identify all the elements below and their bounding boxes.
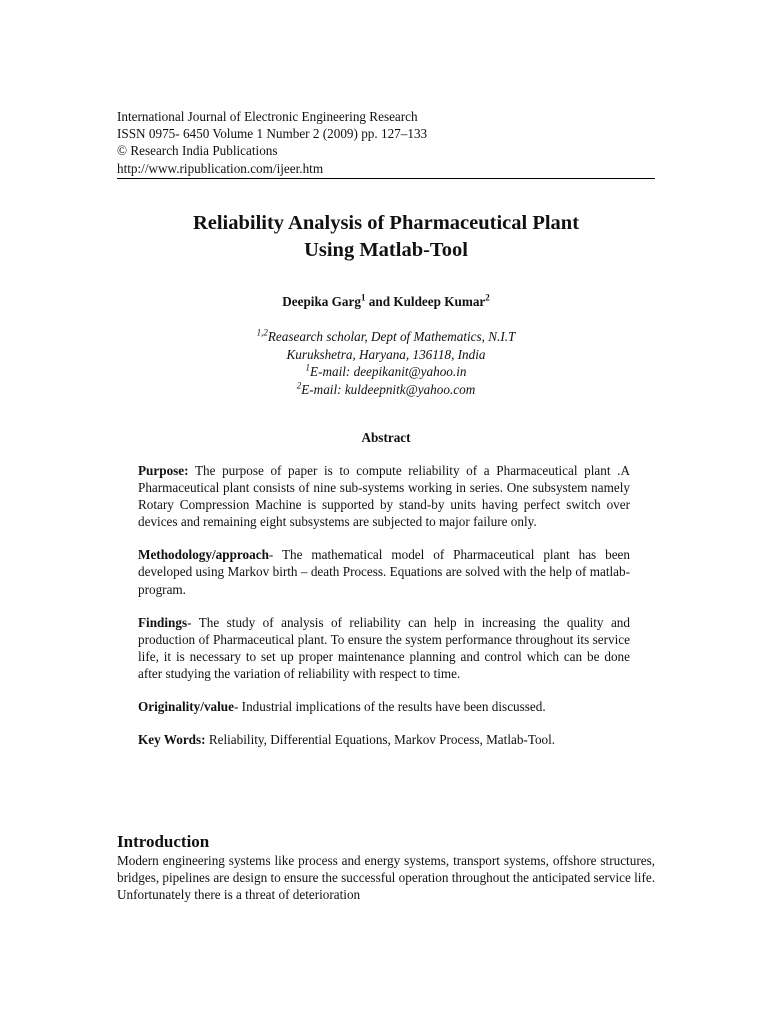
affiliation-mark: 1,2 (256, 327, 268, 338)
originality-text: - Industrial implications of the results have been discussed. (233, 699, 546, 715)
author-connector: and (365, 294, 394, 309)
email-1-mark: 1 (305, 362, 311, 373)
header-divider (117, 178, 655, 179)
email-2-line (117, 381, 655, 399)
affiliation-line-2: Kurukshetra, Haryana, 136118, India (286, 346, 486, 362)
journal-header (117, 108, 655, 177)
email-2: E-mail: kuldeepnitk@yahoo.com (301, 381, 476, 397)
findings-label: Findings (138, 614, 188, 630)
purpose-text: The purpose of paper is to compute reliability of a Pharmaceutical plant .A Pharmaceutical plant consists of nine sub-systems working in series. One subsystem namely Rotary Compression Machine is supported by stand-by units having perfect switch over devices and remaining eight subsystems are subjected to major failure only. (138, 463, 630, 530)
abstract-findings (138, 614, 630, 682)
email-1-line (117, 363, 655, 381)
journal-url[interactable]: http://www.ripublication.com/ijeer.htm (117, 160, 324, 176)
affiliation-block (117, 328, 655, 398)
abstract-heading: Abstract (361, 430, 411, 445)
abstract-purpose (138, 462, 630, 530)
affiliation-line-1 (117, 328, 655, 346)
keywords-text: Reliability, Differential Equations, Markov Process, Matlab-Tool. (205, 732, 556, 748)
originality-label: Originality/value (138, 699, 234, 715)
abstract-body (138, 462, 630, 764)
author-1: Deepika Garg (282, 294, 361, 309)
author-list (117, 293, 655, 310)
journal-publisher: © Research India Publications (117, 143, 278, 159)
methodology-label: Methodology/approach (138, 547, 269, 563)
author-1-affil-mark: 1 (360, 292, 366, 303)
author-2: Kuldeep Kumar (393, 294, 486, 309)
introduction-heading: Introduction (117, 832, 210, 851)
title-line-1: Reliability Analysis of Pharmaceutical Plant (192, 212, 580, 234)
journal-name: International Journal of Electronic Engineering Research (117, 109, 418, 124)
introduction-text: Modern engineering systems like process and energy systems, transport systems, offshore structures, bridges, pipelines are design to ensure the successful operation throughout the anticipated service life. Unfortunately there is a threat of deterioration (117, 853, 655, 903)
purpose-label: Purpose: (138, 463, 189, 478)
paper-title (117, 210, 655, 264)
journal-issn: ISSN 0975- 6450 Volume 1 Number 2 (2009) pp. 127–133 (117, 126, 428, 142)
abstract-keywords (138, 731, 630, 748)
abstract-originality (138, 698, 630, 715)
keywords-label: Key Words: (138, 732, 206, 748)
title-line-2: Using Matlab-Tool (304, 239, 468, 261)
email-1: E-mail: deepikanit@yahoo.in (310, 364, 467, 379)
findings-text: - The study of analysis of reliability can help in increasing the quality and production of Pharmaceutical plant. To ensure the system performance throughout its service life, it is necessary to set up proper maintenance planning and control which can be done after studying the variation of reliability with respect to time. (138, 614, 630, 681)
author-2-affil-mark: 2 (485, 292, 490, 303)
abstract-methodology (138, 546, 630, 597)
email-2-mark: 2 (296, 380, 302, 391)
affiliation-dept: Reasearch scholar, Dept of Mathematics, N.I.T (267, 329, 516, 344)
methodology-text: - The mathematical model of Pharmaceutical plant has been developed using Markov birth – death Process. Equations are solved with the help of matlab-program. (138, 547, 630, 597)
